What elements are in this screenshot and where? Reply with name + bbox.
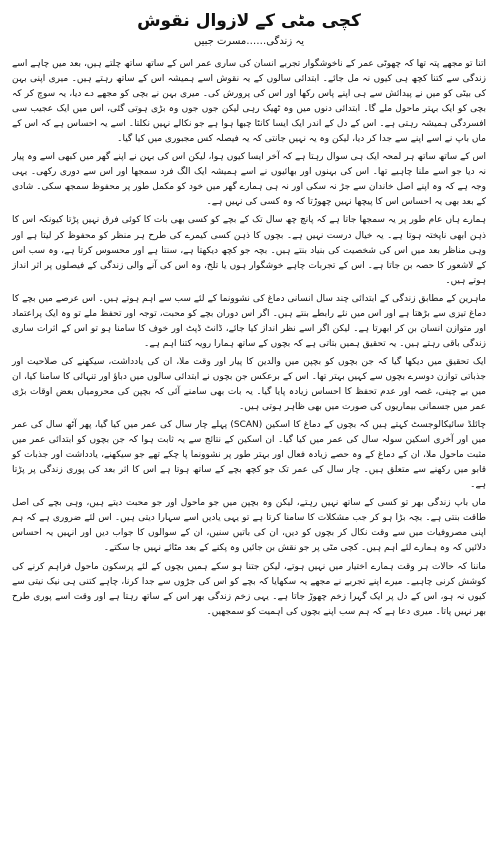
paragraph: چائلڈ سائیکالوجسٹ کہتے ہیں کہ بچوں کے دماغ کا اسکین (SCAN) پہلے چار سال کی عمر میں کیا گیا، پھر آٹھ سال کی عمر میں اور آخری اسکین سولہ سال کی عمر میں کیا گیا۔ ان اسکین کے نتائج سے یہ ثابت ہوا کہ جن بچوں کو ابتدائی عمر میں مثبت ماحول ملا، ان کے دماغ کے وہ حصے زیادہ فعال اور بہتر طور پر نشوونما پا چکے تھے جو سیکھنے، یادداشت اور جذبات کو قابو میں رکھنے سے متعلق ہیں۔ چار سال کی عمر تک جو کچھ بچے کے ساتھ ہوتا ہے اس کا اثر بعد کی پوری زندگی پر پڑتا ہے۔ [12,420,486,491]
paragraph: اس کے ساتھ ساتھ ہر لمحہ ایک ہی سوال رہتا ہے کہ آخر ایسا کیوں ہوا، لیکن اس کی بہن نے اپنے گھر میں کبھی اسے وہ پیار نہ دیا جو اسے ملنا چاہیے تھا۔ اس کی بہنوں اور بھائیوں نے اسے ہمیشہ ایک الگ فرد سمجھا اور اس سے دوری رکھی۔ یہی وجہ ہے کہ وہ اپنے اصل خاندان سے جڑ نہ سکی اور نہ ہی ہمارے گھر میں خود کو مکمل طور پر محفوظ سمجھ سکی۔ شادی کے بعد بھی یہ احساس اس کا پیچھا نہیں چھوڑتا کہ وہ کسی کی نہیں ہے۔ [12,152,486,208]
paragraph: ایک تحقیق میں دیکھا گیا کہ جن بچوں کو بچپن میں والدین کا پیار اور وقت ملا، ان کی یادداشت، سیکھنے کی صلاحیت اور جذباتی توازن دوسرے بچوں سے کہیں بہتر تھا۔ اس کے برعکس جن بچوں نے ابتدائی سالوں میں دباؤ اور تنہائی کا سامنا کیا، ان میں بے چینی، غصہ اور عدم تحفظ کا احساس زیادہ پایا گیا۔ یہ بات بھی سامنے آئی کہ بچپن کی محرومیاں بعض اوقات بڑی عمر میں جسمانی بیماریوں کی صورت میں بھی ظاہر ہوتی ہیں۔ [12,356,486,413]
article-body [12,57,486,620]
article-byline: یہ زندگی……مسرت جبیں [194,36,304,47]
paragraph: ماں باپ زندگی بھر تو کسی کے ساتھ نہیں رہتے، لیکن وہ بچپن میں جو ماحول اور جو محبت دیتے ہیں، وہی بچے کی اصل طاقت بنتی ہے۔ بچہ بڑا ہو کر جب مشکلات کا سامنا کرتا ہے تو یہی یادیں اسے سہارا دیتی ہیں۔ اس لئے ضروری ہے کہ ہم اپنی مصروفیات میں سے وقت نکال کر بچوں کو دیں، ان کی باتیں سنیں، ان کے سوالوں کا جواب دیں اور انہیں یہ احساس دلائیں کہ وہ ہمارے لئے اہم ہیں۔ کچی مٹی پر جو نقش بن جائیں وہ پکنے کے بعد مٹائے نہیں جا سکتے۔ [12,498,486,554]
article-title: کچی مٹی کے لازوال نقوش [137,11,361,31]
paragraph: اتنا تو مجھے پتہ تھا کہ چھوٹی عمر کے ناخوشگوار تجربے انسان کی ساری عمر اس کے ساتھ ساتھ چلتے ہیں، بعد میں چاہے اسے زندگی سے کتنا کچھ ہی کیوں نہ مل جائے۔ ابتدائی سالوں کے یہ نقوش اسے ہمیشہ اس کے ساتھ رہتے ہیں۔ میری اپنی بہن کی بیٹی کو میں نے پیدائش سے ہی اپنے پاس رکھا اور اس کی پرورش کی۔ میری بہن نے بچی کو مجھے دے دیا، یہ سوچ کر کہ بچی کو ایک بہتر ماحول ملے گا۔ ابتدائی دنوں میں وہ ٹھیک رہی لیکن جوں جوں وہ بڑی ہوتی گئی، اس میں ایک عجیب سی افسردگی ہمیشہ رہتی ہے۔ اس کے دل کے اندر ایک ایسا کانٹا چبھا ہوا ہے جو نکالے نہیں نکلتا۔ اسے یہ احساس ہے کہ اس کے ماں باپ نے اسے اپنے سے جدا کر دیا، لیکن وہ یہ نہیں جانتی کہ یہ فیصلہ کس مجبوری میں کیا گیا۔ [12,59,486,145]
paragraph: ہمارے ہاں عام طور پر یہ سمجھا جاتا ہے کہ پانچ چھ سال تک کے بچے کو کسی بھی بات کا کوئی فرق نہیں پڑتا کیونکہ اس کا ذہن ابھی ناپختہ ہوتا ہے۔ یہ خیال درست نہیں ہے۔ بچوں کا ذہن کسی کیمرے کی طرح ہر منظر کو محفوظ کر لیتا ہے اور وہی مناظر بعد میں اس کی شخصیت کی بنیاد بنتے ہیں۔ بچہ جو کچھ دیکھتا ہے، سنتا ہے اور محسوس کرتا ہے، وہ سب اس کے لاشعور کا حصہ بن جاتا ہے۔ اس کے تجربات چاہے خوشگوار ہوں یا تلخ، وہ اس کی آنے والی زندگی کے فیصلوں پر اثر انداز ہوتے ہیں۔ [12,215,486,286]
paragraph: ماننا کہ حالات ہر وقت ہمارے اختیار میں نہیں ہوتے، لیکن جتنا ہو سکے ہمیں بچوں کے لئے پرسکون ماحول فراہم کرنے کی کوشش کرنی چاہیے۔ میرے اپنے تجربے نے مجھے یہ سکھایا کہ بچے کو اس کی جڑوں سے جدا کرنا، چاہے کتنی ہی نیک نیتی سے کیوں نہ ہو، اس کے دل پر ایک گہرا زخم چھوڑ جاتا ہے۔ یہی زخم زندگی بھر اس کے ساتھ رہتا ہے اور وقت اسے پوری طرح بھر نہیں پاتا۔ میری دعا ہے کہ ہم سب اپنے بچوں کی اہمیت کو سمجھیں۔ [12,561,486,617]
paragraph: ماہرین کے مطابق زندگی کے ابتدائی چند سال انسانی دماغ کی نشوونما کے لئے سب سے اہم ہوتے ہیں۔ اس عرصے میں بچے کا دماغ تیزی سے بڑھتا ہے اور اس میں نئے رابطے بنتے ہیں۔ اگر اس دوران بچے کو محبت، توجہ اور تحفظ ملے تو وہ ایک پراعتماد اور متوازن انسان بن کر ابھرتا ہے۔ لیکن اگر اسے نظر انداز کیا جائے، ڈانٹ ڈپٹ اور خوف کا سامنا ہو تو اس کے اثرات ساری زندگی باقی رہتے ہیں۔ یہ تحقیق ہمیں بتاتی ہے کہ بچوں کے ساتھ ہمارا رویہ کتنا اہم ہے۔ [12,293,486,349]
